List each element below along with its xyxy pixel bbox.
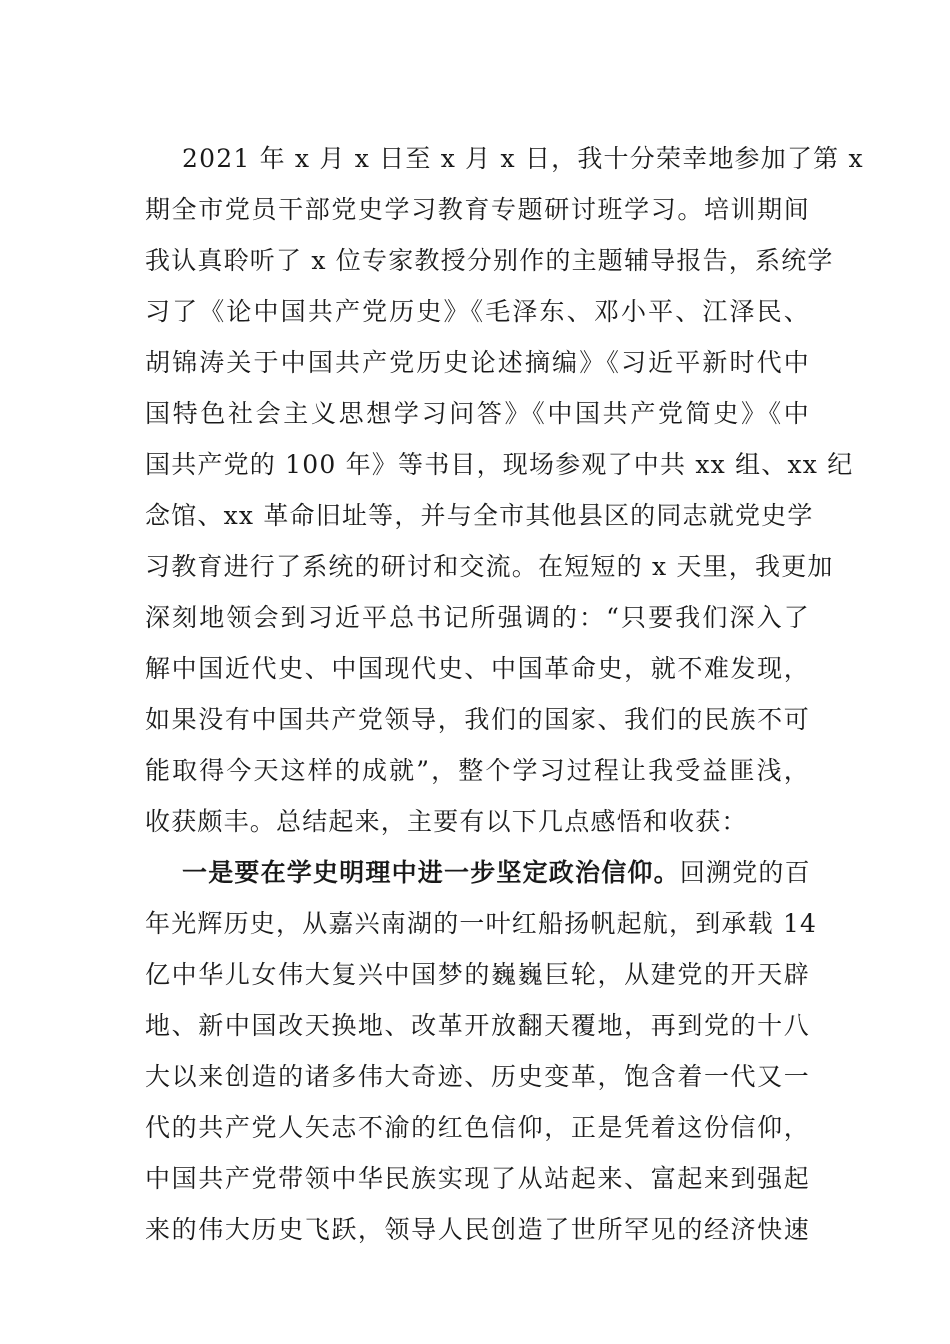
text-line: 收获颇丰。总结起来，主要有以下几点感悟和收获： [145,807,748,836]
paragraph-point-one [145,847,818,1255]
text-line: 胡锦涛关于中国共产党历史论述摘编》《习近平新时代中 [145,348,810,377]
text-line: 解中国近代史、中国现代史、中国革命史，就不难发现， [145,654,810,683]
text-line: 2021 年 x 月 x 日至 x 月 x 日，我十分荣幸地参加了第 x [182,144,864,173]
text-line: 我认真聆听了 x 位专家教授分别作的主题辅导报告，系统学 [145,246,834,275]
text-line: 习教育进行了系统的研讨和交流。在短短的 x 天里，我更加 [145,552,834,581]
text-line: 亿中华儿女伟大复兴中国梦的巍巍巨轮，从建党的开天辟 [145,960,810,989]
text-line: 国特色社会主义思想学习问答》《中国共产党简史》《中 [145,399,810,428]
text-line: 地、新中国改天换地、改革开放翻天覆地，再到党的十八 [145,1011,810,1040]
section-heading: 一是要在学史明理中进一步坚定政治信仰。 [182,858,680,887]
text-line: 来的伟大历史飞跃，领导人民创造了世所罕见的经济快速 [145,1215,810,1244]
text-line: 能取得今天这样的成就”，整个学习过程让我受益匪浅， [145,756,810,785]
text-line [145,847,810,898]
text-line: 中国共产党带领中华民族实现了从站起来、富起来到强起 [145,1164,810,1193]
text-line: 如果没有中国共产党领导，我们的国家、我们的民族不可 [145,705,810,734]
text-span: 回溯党的百 [679,858,811,887]
paragraph-intro [145,133,864,847]
text-line: 年光辉历史，从嘉兴南湖的一叶红船扬帆起航，到承载 14 [145,909,818,938]
document-body [145,133,864,1255]
text-line: 习了《论中国共产党历史》《毛泽东、邓小平、江泽民、 [145,297,810,326]
text-line: 大以来创造的诸多伟大奇迹、历史变革，饱含着一代又一 [145,1062,810,1091]
text-line: 念馆、xx 革命旧址等，并与全市其他县区的同志就党史学 [145,501,814,530]
text-line: 深刻地领会到习近平总书记所强调的：“只要我们深入了 [145,603,810,632]
text-line: 期全市党员干部党史学习教育专题研讨班学习。培训期间 [145,195,810,224]
text-line: 国共产党的 100 年》等书目，现场参观了中共 xx 组、xx 纪 [145,450,854,479]
text-line: 代的共产党人矢志不渝的红色信仰，正是凭着这份信仰， [145,1113,810,1142]
